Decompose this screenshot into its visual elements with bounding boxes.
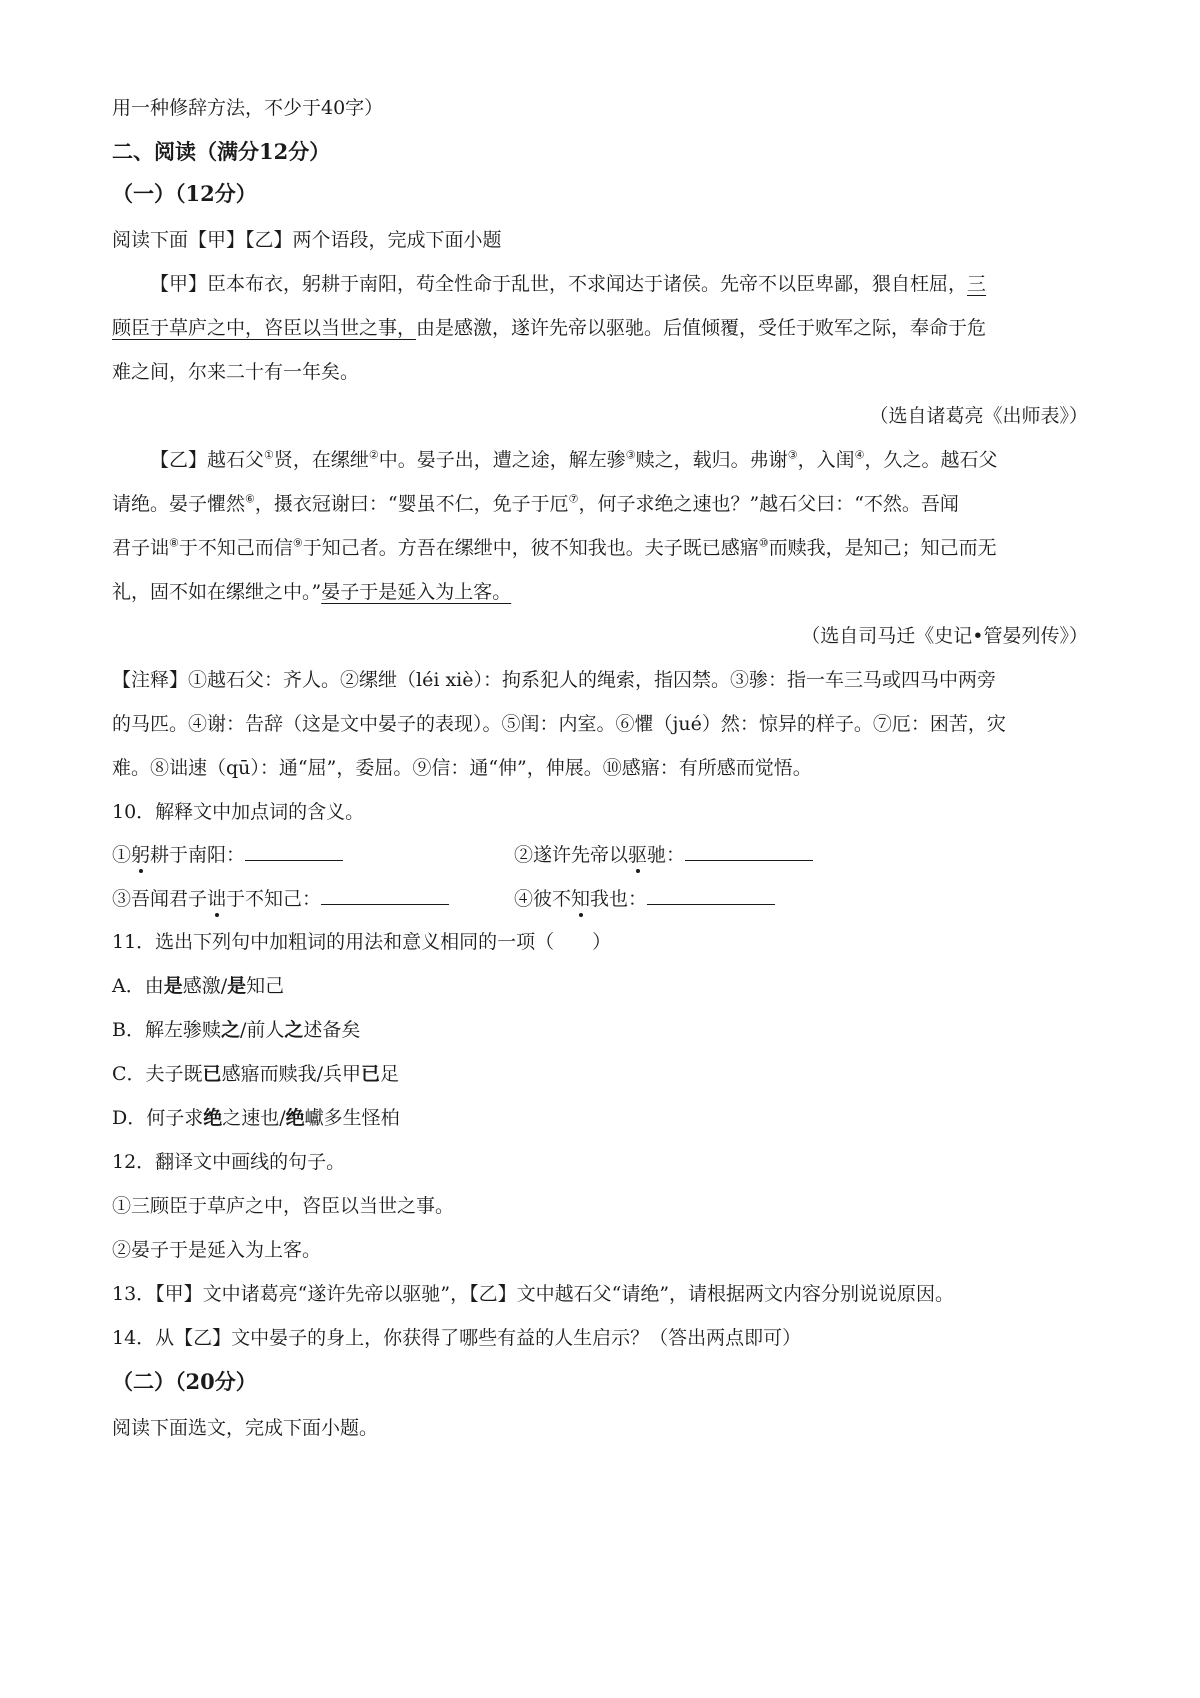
answer-blank[interactable] [245, 842, 343, 861]
footnote-marker: ② [368, 448, 379, 462]
q11-option-a[interactable]: A．由是感激/是知己 [112, 975, 285, 997]
jia-line-1: 【甲】臣本布衣，躬耕于南阳，苟全性命于乱世，不求闻达于诸侯。先帝不以臣卑鄙，猥自枉屈，三 [150, 273, 987, 295]
underlined-sentence: 顾臣于草庐之中，咨臣以当世之事， [112, 317, 417, 339]
footnote-marker: ① [264, 448, 274, 462]
yi-line-3: 君子诎⑧于不知己而信⑨于知己者。方吾在缧绁中，彼不知我也。夫子既已感寤⑩而赎我，是知己；知己而无 [112, 536, 997, 559]
underlined-sentence: 三 [967, 273, 987, 295]
notes-line-1: 【注释】①越石父：齐人。②缧绁（léi xiè）：拘系犯人的绳索，指囚禁。③骖：指一车三马或四马中两旁 [112, 669, 996, 691]
answer-blank[interactable] [647, 886, 775, 905]
q10-item-3: ③吾闻君子诎于不知己： [112, 886, 449, 911]
dotted-word: 诎 [207, 888, 227, 910]
q10-item-4: ④彼不知我也： [514, 886, 775, 911]
bold-word: 之 [284, 1019, 304, 1041]
yi-line-2: 请绝。晏子懼然⑥，摄衣冠谢曰：“婴虽不仁，免子于厄⑦，何子求绝之速也？”越石父曰：“不然。吾闻 [112, 492, 959, 515]
q10-item-2: ②遂许先帝以驱驰： [514, 842, 813, 867]
footnote-marker: ③ [787, 448, 798, 462]
q11-option-d[interactable]: D．何子求绝之速也/绝巘多生怪柏 [112, 1107, 400, 1129]
dotted-word: 躬 [131, 844, 151, 866]
footnote-marker: ⑧ [169, 536, 179, 550]
bold-word: 是 [163, 975, 183, 997]
jia-source: （选自诸葛亮《出师表》） [869, 405, 1088, 427]
footnote-marker: ③ [625, 448, 636, 462]
bold-word: 是 [227, 975, 247, 997]
part1-heading: （一）（12分） [112, 181, 257, 206]
bold-word: 之 [220, 1019, 240, 1041]
dotted-word: 知 [571, 888, 591, 910]
lead-in-text: 用一种修辞方法，不少于40字） [112, 97, 384, 119]
notes-line-3: 难。⑧诎速（qū）：通“屈”，委屈。⑨信：通“伸”，伸展。⑩感寤：有所感而觉悟。 [112, 757, 812, 779]
footnote-marker: ⑨ [292, 536, 303, 550]
q12-sentence-1: ①三顾臣于草庐之中，咨臣以当世之事。 [112, 1195, 455, 1217]
yi-line-1: 【乙】越石父①贤，在缧绁②中。晏子出，遭之途，解左骖③赎之，载归。弗谢③，入闺④，久之。越石父 [150, 448, 998, 471]
notes-line-2: 的马匹。④谢：告辞（这是文中晏子的表现）。⑤闺：内室。⑥懼（jué）然：惊异的样子。⑦厄：困苦，灾 [112, 713, 1006, 735]
dotted-word: 驱 [628, 844, 648, 866]
q12-sentence-2: ②晏子于是延入为上客。 [112, 1239, 322, 1261]
q11-option-c[interactable]: C．夫子既已感寤而赎我/兵甲已足 [112, 1063, 399, 1085]
question-12-stem: 12．翻译文中画线的句子。 [112, 1151, 346, 1173]
bold-word: 已 [202, 1063, 222, 1085]
footnote-marker: ④ [854, 448, 865, 462]
part2-heading: （二）（20分） [112, 1369, 257, 1394]
q10-item-1: ①躬耕于南阳： [112, 842, 343, 867]
underlined-sentence: 晏子于是延入为上客。 [321, 581, 512, 603]
q11-option-b[interactable]: B．解左骖赎之/前人之述备矣 [112, 1019, 361, 1041]
footnote-marker: ⑦ [568, 492, 579, 506]
part1-instruction: 阅读下面【甲】【乙】两个语段，完成下面小题 [112, 229, 502, 251]
section-heading: 二、阅读（满分12分） [112, 139, 331, 164]
footnote-marker: ⑩ [758, 536, 769, 550]
jia-line-2: 顾臣于草庐之中，咨臣以当世之事，由是感激，遂许先帝以驱驰。后值倾覆，受任于败军之际，奉命于危 [112, 317, 987, 339]
answer-blank[interactable] [685, 842, 813, 861]
bold-word: 绝 [285, 1107, 305, 1129]
jia-line-3: 难之间，尔来二十有一年矣。 [112, 361, 360, 383]
question-14: 14．从【乙】文中晏子的身上，你获得了哪些有益的人生启示？（答出两点即可） [112, 1327, 802, 1349]
yi-line-4: 礼，固不如在缧绁之中。”晏子于是延入为上客。 [112, 581, 512, 603]
part2-instruction: 阅读下面选文，完成下面小题。 [112, 1417, 379, 1439]
footnote-marker: ⑥ [245, 492, 255, 506]
question-13: 13．【甲】文中诸葛亮“遂许先帝以驱驰”，【乙】文中越石父“请绝”，请根据两文内容分别说说原因。 [112, 1283, 955, 1305]
question-11-stem: 11．选出下列句中加粗词的用法和意义相同的一项（ ） [112, 931, 612, 953]
yi-source: （选自司马迁《史记•管晏列传》） [801, 625, 1088, 647]
question-10-stem: 10．解释文中加点词的含义。 [112, 801, 365, 823]
bold-word: 已 [360, 1063, 380, 1085]
bold-word: 绝 [203, 1107, 223, 1129]
answer-blank[interactable] [321, 886, 449, 905]
